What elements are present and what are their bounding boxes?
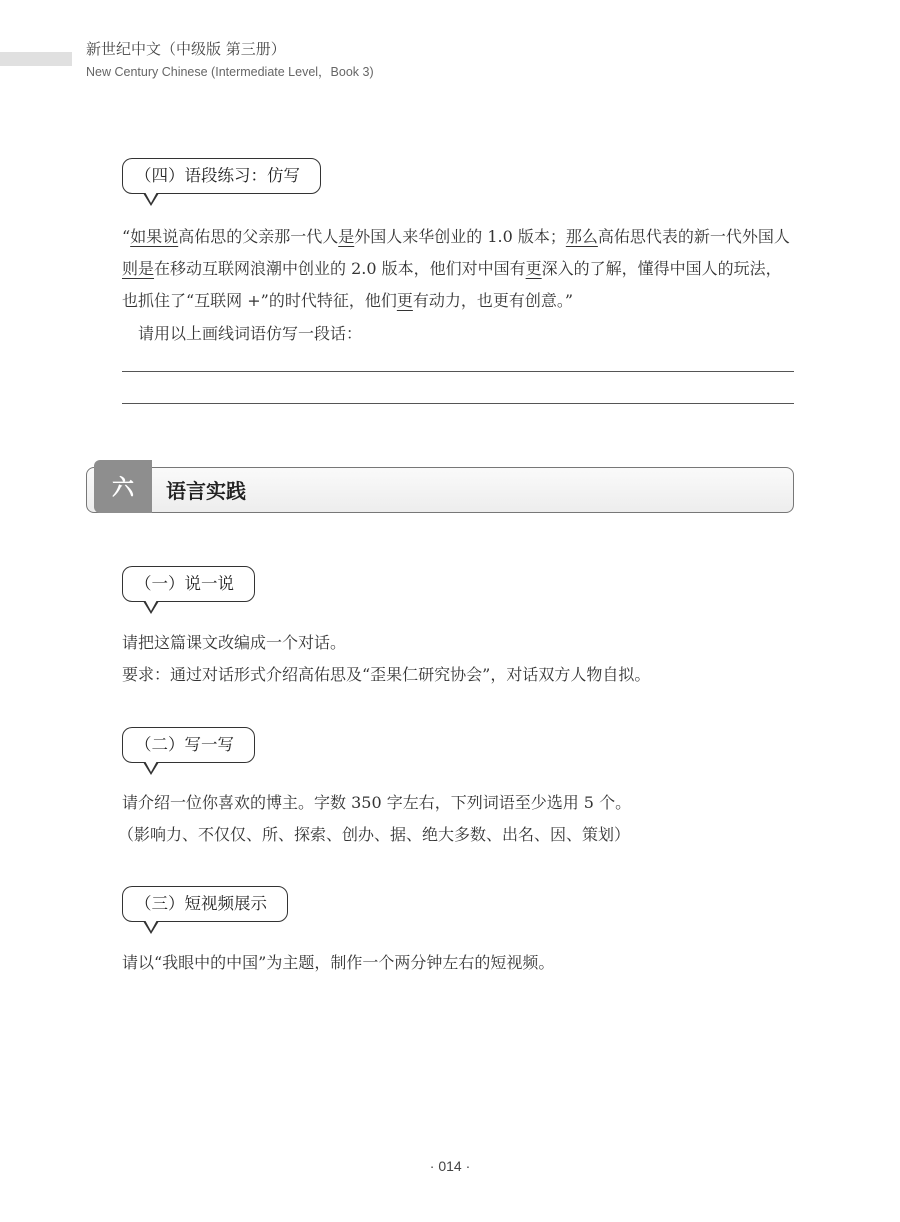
passage-segment: “ — [122, 227, 131, 246]
section-title: 语言实践 — [166, 479, 246, 503]
book-title: 新世纪中文（中级版 第三册） — [86, 40, 286, 58]
imitation-passage — [122, 221, 794, 317]
exercise-label-4: （四）语段练习：仿写 — [122, 158, 321, 194]
practice-label-3: （三）短视频展示 — [122, 886, 288, 922]
passage-text — [122, 221, 794, 317]
section-number-tab: 六 — [94, 460, 152, 513]
passage-segment: 高佑思的父亲那一代人 — [178, 227, 339, 246]
practice-label-2: （二）写一写 — [122, 727, 255, 763]
book-subtitle: New Century Chinese (Intermediate Level，Book 3) — [86, 65, 374, 79]
passage-segment: 有动力，也更有创意。” — [412, 291, 574, 310]
imitation-instruction: 请用以上画线词语仿写一段话： — [138, 324, 363, 343]
practice-label-1: （一）说一说 — [122, 566, 255, 602]
passage-segment: 深入的了解，懂得中国人的玩法，也抓住了“互联网 +”的时代特征，他们 — [122, 259, 782, 310]
practice2-word-list: （影响力、不仅仅、所、探索、创办、据、绝大多数、出名、因、策划） — [118, 825, 631, 844]
underlined-phrase: 则是 — [122, 259, 155, 278]
passage-segment: 外国人来华创业的 1.0 版本； — [354, 227, 566, 246]
passage-segment: 高佑思代表的新一代外国人 — [597, 227, 790, 246]
practice3-line1: 请以“我眼中的中国”为主题，制作一个两分钟左右的短视频。 — [122, 953, 555, 972]
underlined-phrase: 是 — [338, 227, 355, 246]
underlined-phrase: 更 — [396, 291, 413, 310]
practice1-line2: 要求：通过对话形式介绍高佑思及“歪果仁研究协会”，对话双方人物自拟。 — [122, 665, 651, 684]
practice2-line1: 请介绍一位你喜欢的博主。字数 350 字左右，下列词语至少选用 5 个。 — [122, 793, 632, 812]
page-number: · 014 · — [429, 1158, 471, 1174]
writing-line-2[interactable] — [122, 403, 794, 404]
practice1-line1: 请把这篇课文改编成一个对话。 — [122, 633, 347, 652]
passage-segment: 在移动互联网浪潮中创业的 2.0 版本，他们对中国有 — [154, 259, 526, 278]
underlined-phrase: 更 — [525, 259, 542, 278]
underlined-phrase: 那么 — [565, 227, 598, 246]
writing-line-1[interactable] — [122, 371, 794, 372]
header-accent-bar — [0, 52, 72, 66]
underlined-phrase: 如果说 — [130, 227, 179, 246]
